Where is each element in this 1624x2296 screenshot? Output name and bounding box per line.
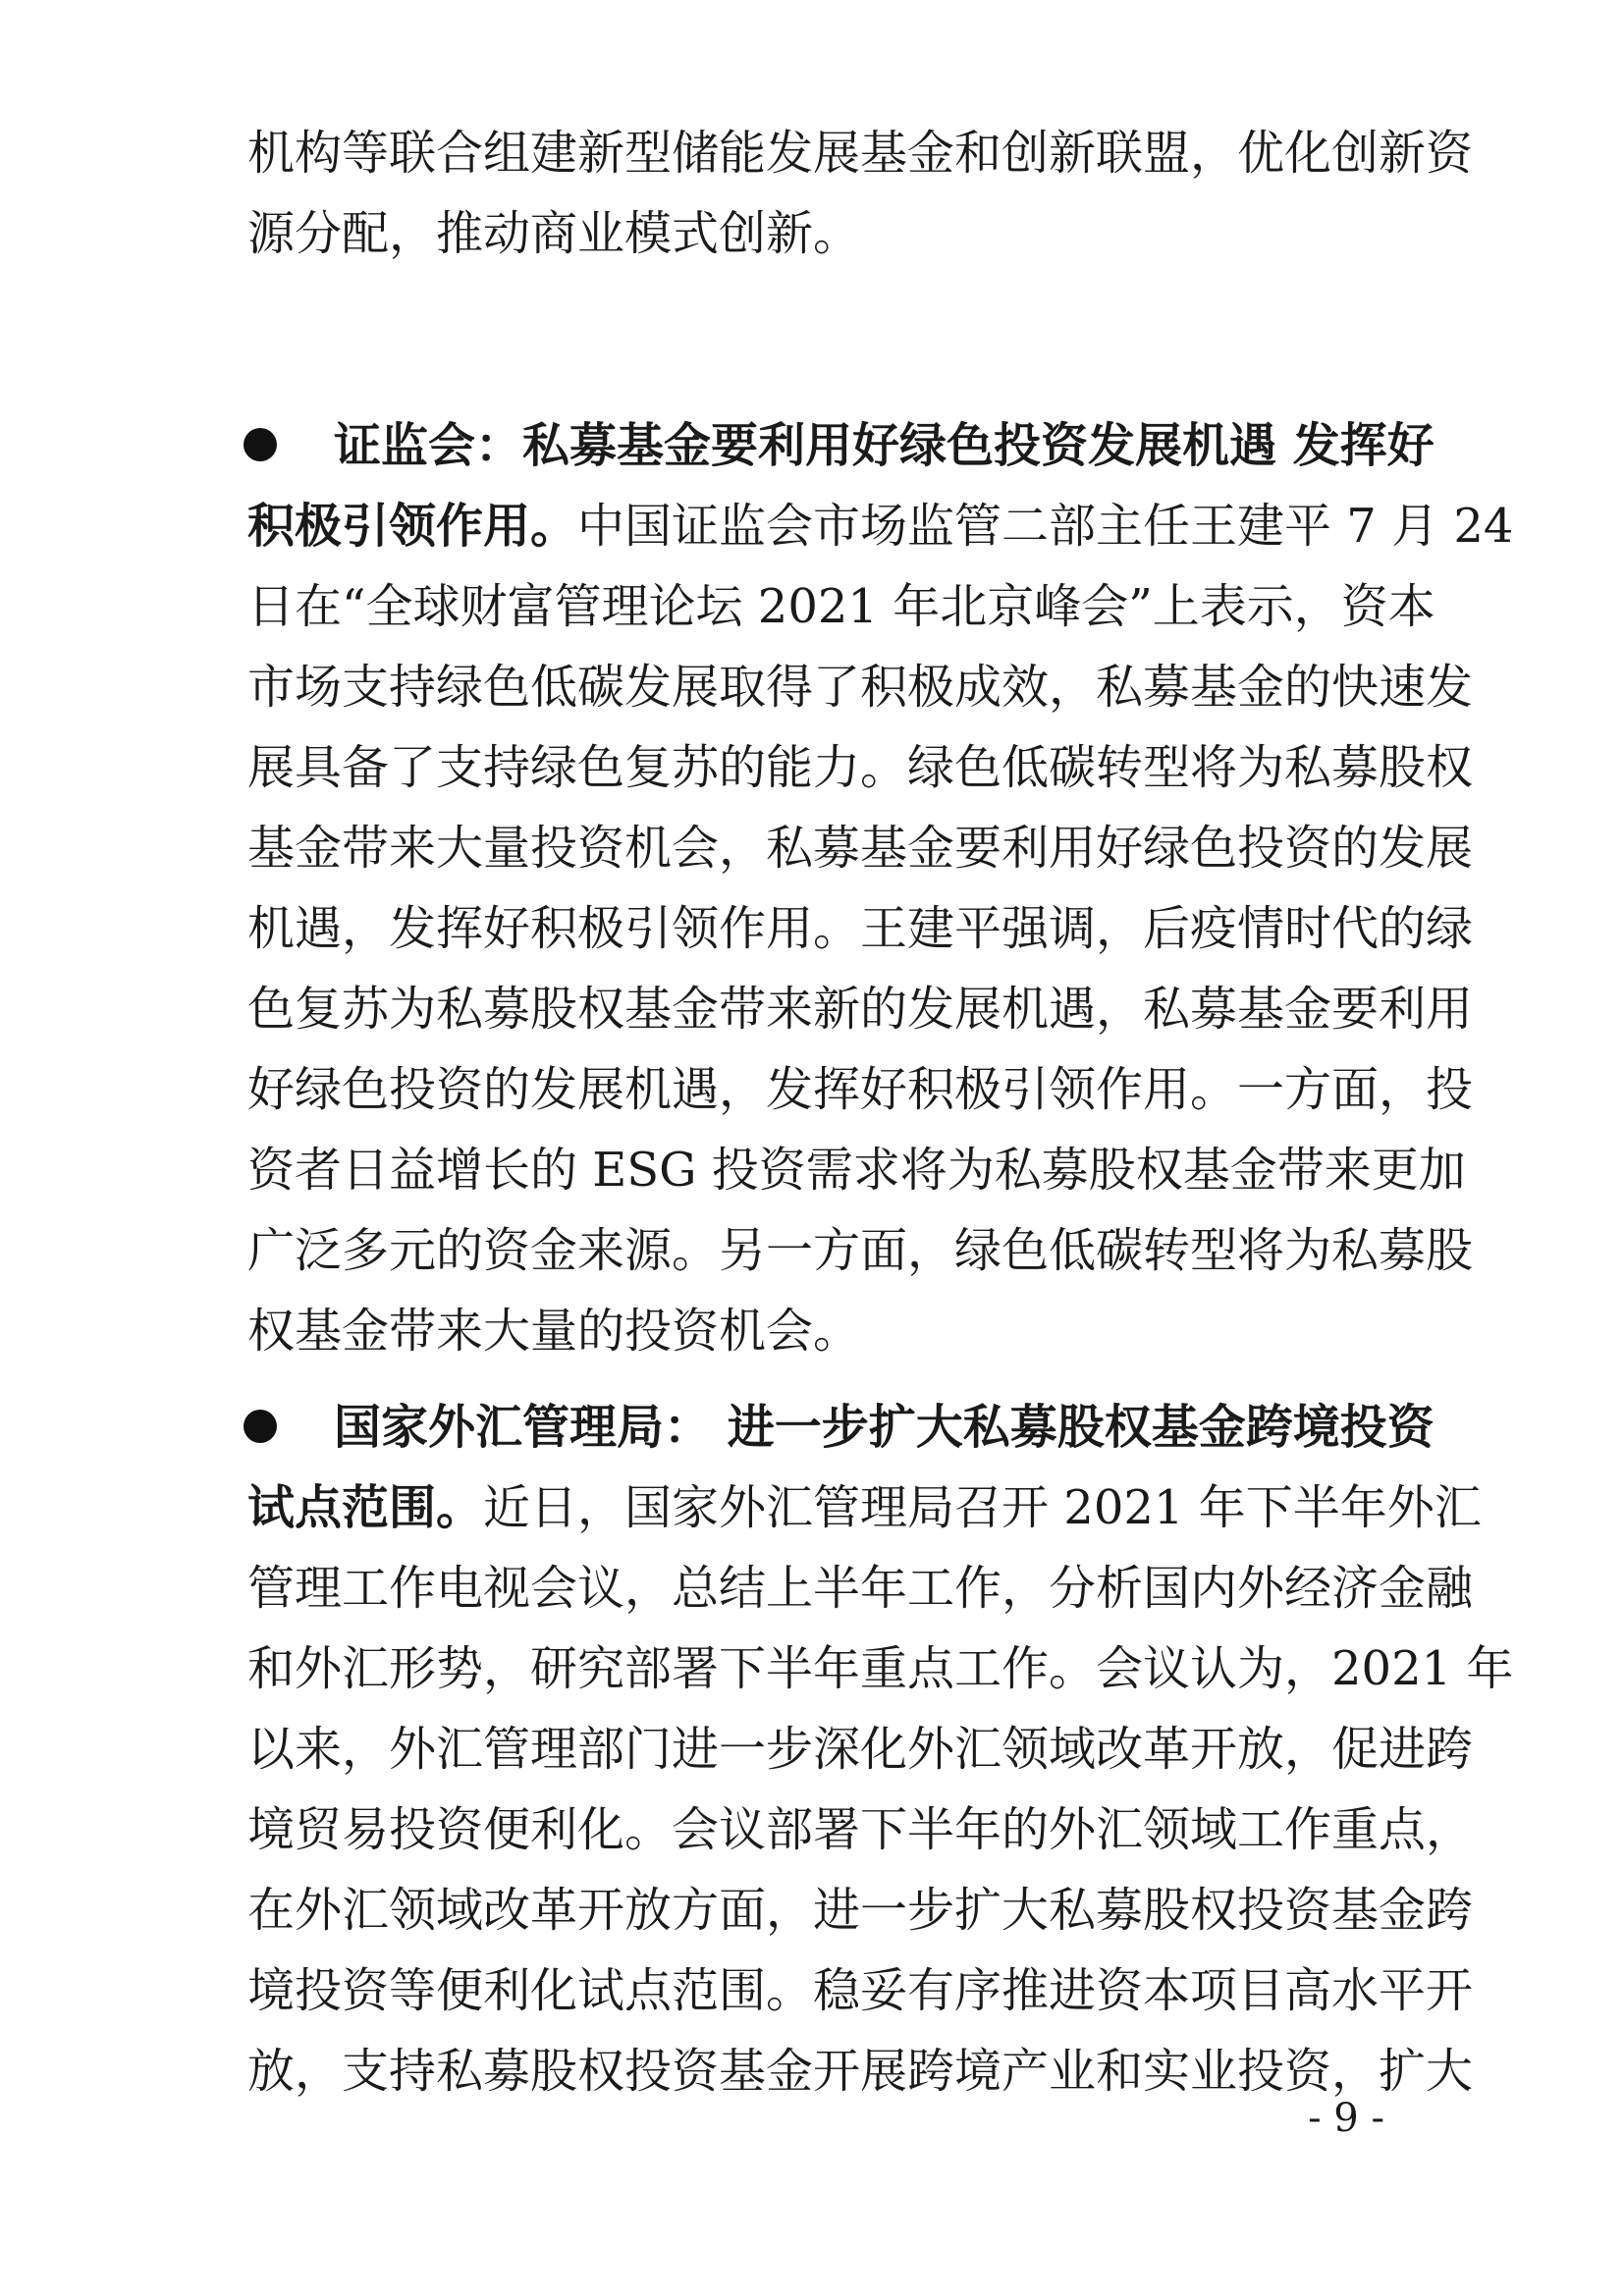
paragraph-line: 广泛多元的资金来源。另一方面，绿色低碳转型将为私募股 <box>247 1223 1474 1278</box>
section-heading-continued <box>247 1478 1482 1537</box>
paragraph-text: 近日，国家外汇管理局召开 2021 年下半年外汇 <box>483 1480 1482 1535</box>
paragraph-text: 中国证监会市场监管二部主任王建平 7 月 24 <box>577 499 1514 554</box>
paragraph-line: 机构等联合组建新型储能发展基金和创新联盟，优化创新资 <box>247 126 1474 181</box>
paragraph-line: 色复苏为私募股权基金带来新的发展机遇，私募基金要利用 <box>247 982 1474 1037</box>
paragraph-line: 管理工作电视会议，总结上半年工作，分析国内外经济金融 <box>247 1561 1474 1616</box>
section-heading-continued <box>247 497 1514 556</box>
bullet-icon <box>244 1410 277 1443</box>
paragraph-line: 展具备了支持绿色复苏的能力。绿色低碳转型将为私募股权 <box>247 740 1474 795</box>
paragraph-line: 放，支持私募股权投资基金开展跨境产业和实业投资，扩大 <box>247 2044 1474 2099</box>
section-heading: 证监会：私募基金要利用好绿色投资发展机遇 发挥好 <box>334 418 1435 473</box>
paragraph-line: 资者日益增长的 ESG 投资需求将为私募股权基金带来更加 <box>247 1143 1466 1198</box>
paragraph-line: 机遇，发挥好积极引领作用。王建平强调，后疫情时代的绿 <box>247 901 1474 956</box>
paragraph-line: 好绿色投资的发展机遇，发挥好积极引领作用。一方面，投 <box>247 1062 1474 1117</box>
paragraph-line: 境投资等便利化试点范围。稳妥有序推进资本项目高水平开 <box>247 1963 1474 2018</box>
paragraph-line: 日在“全球财富管理论坛 2021 年北京峰会”上表示，资本 <box>247 579 1435 634</box>
paragraph-line: 源分配，推动商业模式创新。 <box>247 206 861 261</box>
paragraph-line: 以来，外汇管理部门进一步深化外汇领域改革开放，促进跨 <box>247 1722 1474 1777</box>
paragraph-line: 权基金带来大量的投资机会。 <box>247 1304 861 1359</box>
section-heading-tail: 试点范围。 <box>247 1480 484 1535</box>
paragraph-line: 境贸易投资便利化。会议部署下半年的外汇领域工作重点， <box>247 1802 1474 1857</box>
paragraph-line: 在外汇领域改革开放方面，进一步扩大私募股权投资基金跨 <box>247 1883 1474 1938</box>
page-number: - 9 - <box>1308 2096 1384 2141</box>
paragraph-line: 和外汇形势，研究部署下半年重点工作。会议认为，2021 年 <box>247 1641 1514 1696</box>
paragraph-line: 市场支持绿色低碳发展取得了积极成效，私募基金的快速发 <box>247 660 1474 715</box>
bullet-icon <box>244 428 277 461</box>
section-heading: 国家外汇管理局： 进一步扩大私募股权基金跨境投资 <box>334 1400 1435 1455</box>
paragraph-line: 基金带来大量投资机会，私募基金要利用好绿色投资的发展 <box>247 821 1474 876</box>
section-heading-tail: 积极引领作用。 <box>247 499 578 554</box>
